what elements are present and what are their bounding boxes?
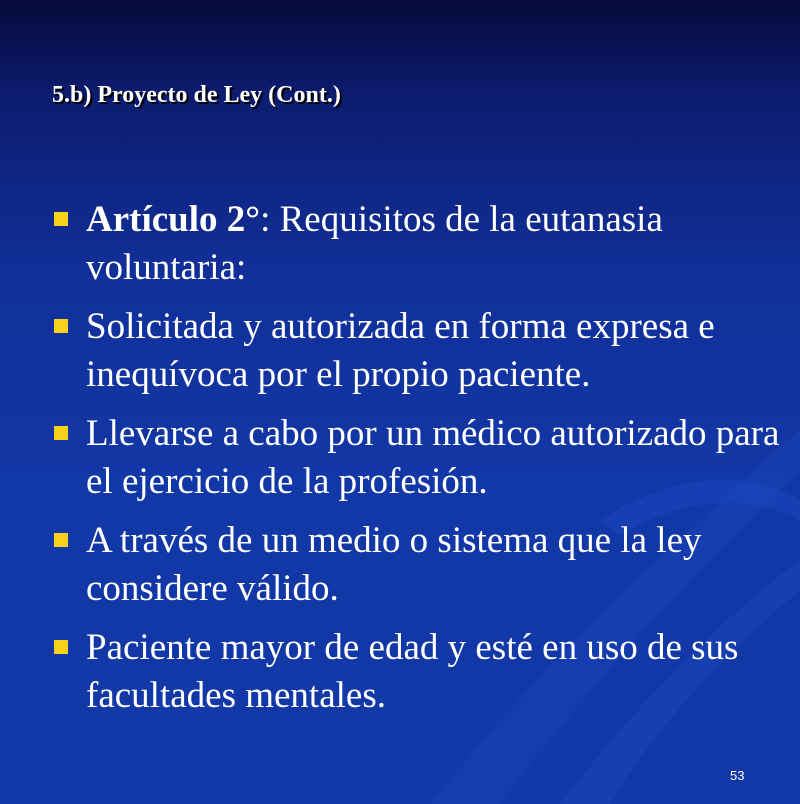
square-bullet-icon — [54, 426, 68, 440]
slide-number: 53 — [730, 768, 745, 783]
bullet-text: Solicitada y autorizada en forma expresa e inequívoca por el propio paciente. — [86, 306, 715, 395]
bullet-item — [50, 303, 780, 399]
bullet-bold-text: Artículo 2° — [86, 199, 261, 240]
bullet-item — [50, 624, 780, 720]
bullet-text: A través de un medio o sistema que la ley considere válido. — [86, 520, 702, 609]
square-bullet-icon — [54, 319, 68, 333]
square-bullet-icon — [54, 212, 68, 226]
square-bullet-icon — [54, 533, 68, 547]
bullet-list — [50, 196, 780, 731]
square-bullet-icon — [54, 640, 68, 654]
bullet-text: Llevarse a cabo por un médico autorizado para el ejercicio de la profesión. — [86, 413, 780, 502]
slide-title: 5.b) Proyecto de Ley (Cont.) — [52, 82, 341, 108]
bullet-item — [50, 517, 780, 613]
bullet-text: Paciente mayor de edad y esté en uso de sus facultades mentales. — [86, 627, 739, 716]
bullet-item — [50, 410, 780, 506]
bullet-item — [50, 196, 780, 292]
bullet-text: : Requisitos de la eutanasia voluntaria: — [86, 199, 663, 288]
